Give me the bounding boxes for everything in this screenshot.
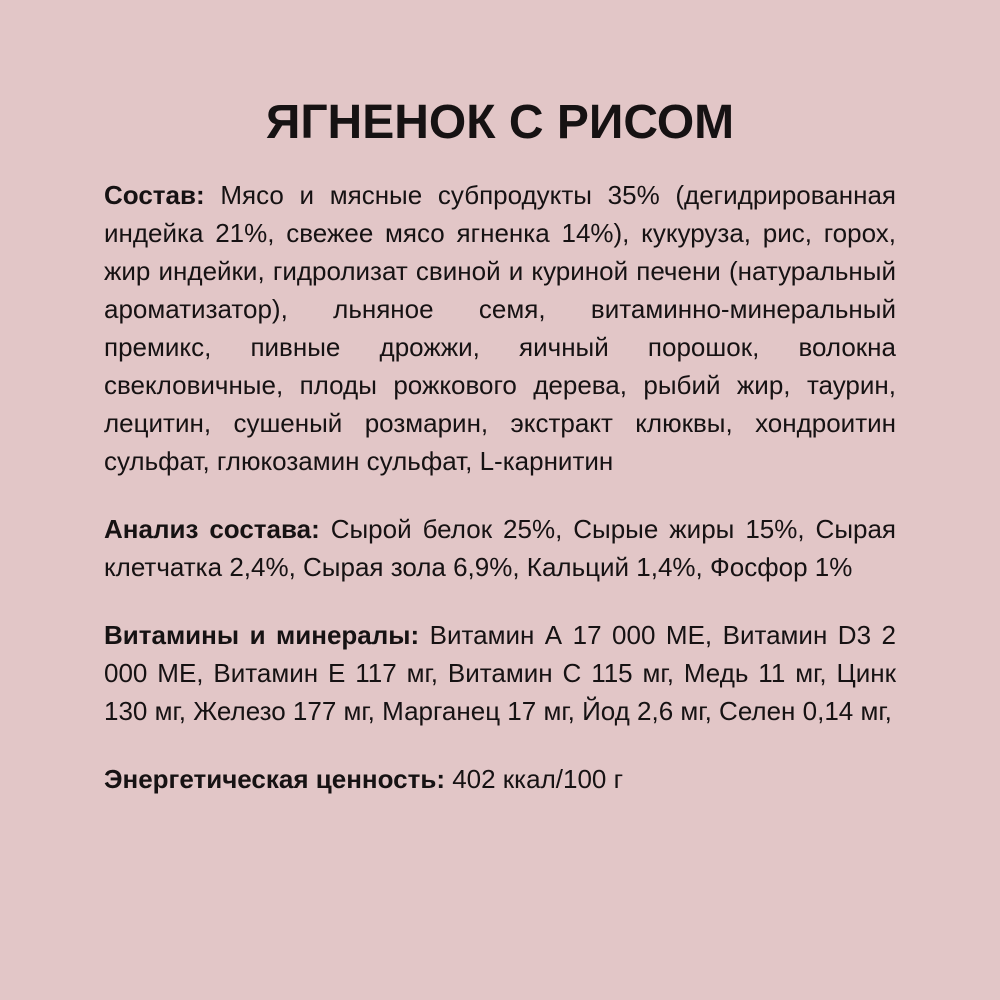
composition-label: Состав: — [104, 180, 205, 210]
composition-section — [104, 176, 896, 480]
energy-text: 402 ккал/100 г — [444, 764, 624, 794]
product-title: ЯГНЕНОК С РИСОМ — [265, 96, 735, 149]
energy-section — [104, 760, 896, 798]
analysis-text: Сырой белок 25%, Сырые жиры 15%, Сырая клетчатка 2,4%, Сырая зола 6,9%, Кальций 1,4%, Фосфор 1% — [104, 514, 897, 582]
analysis-label: Анализ состава: — [104, 514, 320, 544]
analysis-section — [104, 510, 896, 586]
vitamins-section — [104, 616, 896, 730]
energy-label: Энергетическая ценность: — [104, 764, 445, 794]
composition-text: Мясо и мясные субпродукты 35% (дегидрированная индейка 21%, свежее мясо ягненка 14%), кукуруза, рис, горох, жир индейки, гидролизат свиной и куриной печени (натуральный ароматизатор), льняное семя, витаминно-минеральный премикс, пивные дрожжи, яичный порошок, волокна свекловичные, плоды рожкового дерева, рыбий жир, таурин, лецитин, сушеный розмарин, экстракт клюквы, хондроитин сульфат, глюкозамин сульфат, L-карнитин — [104, 180, 896, 476]
vitamins-text: Витамин А 17 000 МЕ, Витамин D3 2 000 МЕ, Витамин Е 117 мг, Витамин С 115 мг, Медь 11 мг, Цинк 130 мг, Железо 177 мг, Марганец 17 мг, Йод 2,6 мг, Селен 0,14 мг, — [104, 620, 896, 726]
vitamins-label: Витамины и минералы: — [104, 620, 420, 650]
